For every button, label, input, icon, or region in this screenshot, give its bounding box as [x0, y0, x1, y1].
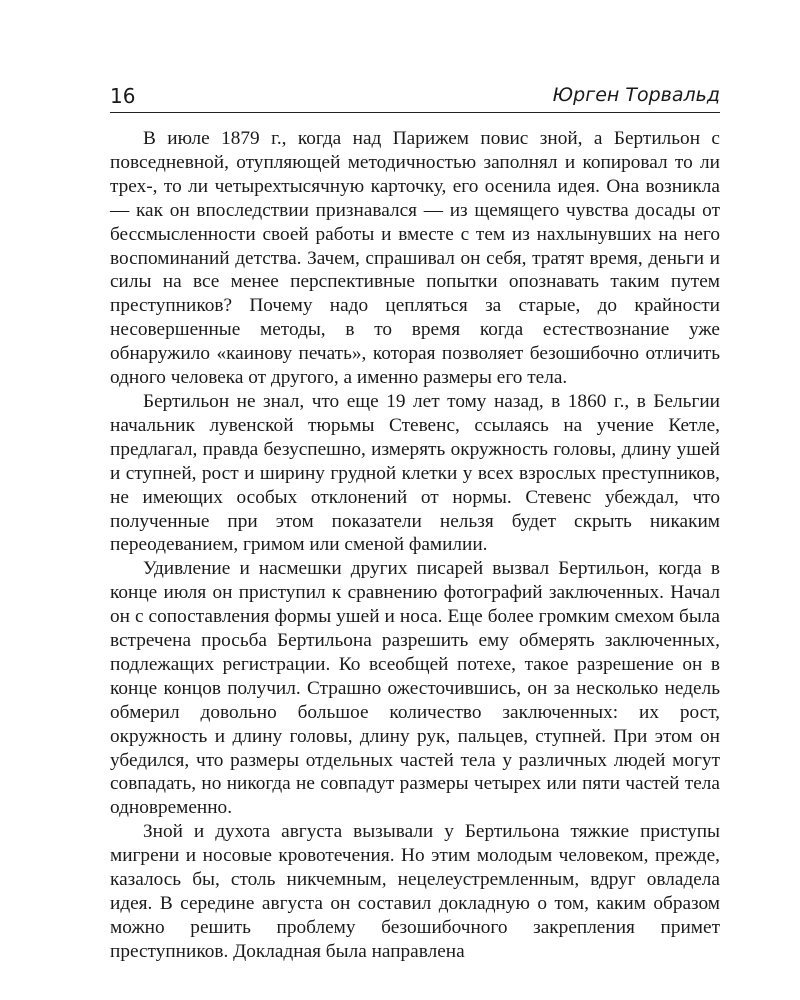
page-number: 16 — [110, 84, 136, 108]
paragraph: В июле 1879 г., когда над Парижем повис зной, а Бертильон с повседневной, отупляющей методичностью заполнял и копировал то ли трех-, то ли четырехтысячную карточку, его осенила идея. Она возникла — как он впоследствии признавался — из щемящего чувства досады от бессмысленности своей работы и вместе с тем из нахлынувших на него воспоминаний детства. Зачем, спрашивал он себя, тратят время, деньги и силы на все менее перспективные попытки опознавать таким путем преступников? Почему надо цепляться за старые, до крайности несовершенные методы, в то время когда естествознание уже обнаружило «каинову печать», которая позволяет безошибочно отличить одного человека от другого, а именно размеры его тела. — [110, 128, 720, 389]
paragraph: Удивление и насмешки других писарей вызвал Бертильон, когда в конце июля он приступил к сравнению фотографий заключенных. Начал он с сопоставления формы ушей и носа. Еще более громким смехом была встречена просьба Бертильона разрешить ему обмерять заключенных, подлежащих регистрации. Ко всеобщей потехе, такое разрешение он в конце концов получил. Страшно ожесточившись, он за несколько недель обмерил довольно большое количество заключенных: их рост, окружность и длину головы, длину рук, пальцев, ступней. При этом он убедился, что размеры отдельных частей тела у различных людей могут совпадать, но никогда не совпадут размеры четырех или пяти частей тела одновременно. — [110, 558, 720, 819]
running-title: Юрген Торвальд — [552, 84, 720, 106]
paragraph: Зной и духота августа вызывали у Бертильона тяжкие приступы мигрени и носовые кровотечения. Но этим молодым человеком, прежде, казалось бы, столь никчемным, нецелеустремленным, вдруг овладела идея. В середине августа он составил докладную о том, каким образом можно решить проблему безошибочного закрепления примет преступников. Докладная была направлена — [110, 821, 720, 962]
page-header — [110, 80, 720, 113]
body-text — [110, 127, 720, 964]
paragraph: Бертильон не знал, что еще 19 лет тому назад, в 1860 г., в Бельгии начальник лувенской тюрьмы Стевенс, ссылаясь на учение Кетле, предлагал, правда безуспешно, измерять окружность головы, длину ушей и ступней, рост и ширину грудной клетки у всех взрослых преступников, не имеющих особых отклонений от нормы. Стевенс убеждал, что полученные при этом показатели нельзя будет скрыть никаким переодеванием, гримом или сменой фамилии. — [110, 390, 720, 556]
